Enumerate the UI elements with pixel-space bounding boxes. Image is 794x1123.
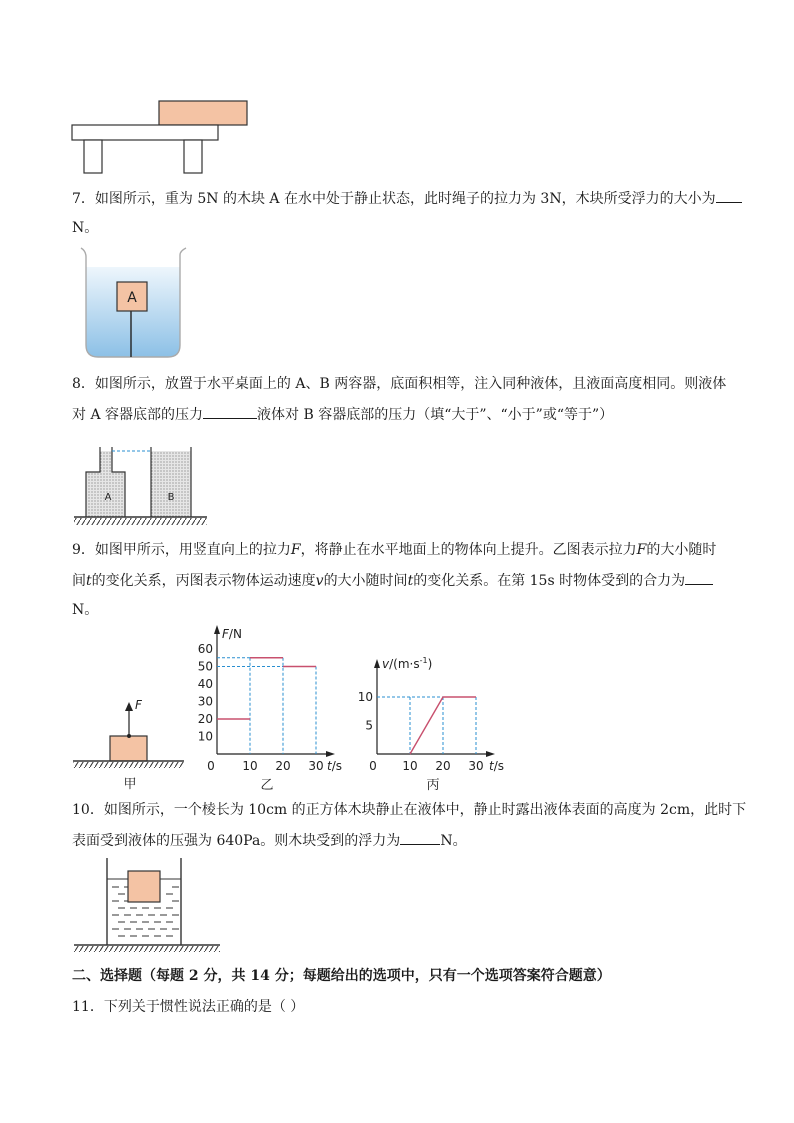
q9-fig-jia (70, 695, 190, 795)
q8-liquid-b (151, 451, 191, 517)
q8-answer-blank[interactable] (203, 404, 257, 419)
q9-yi-ytick: 30 (197, 694, 213, 709)
q9-yi-ytick: 20 (197, 712, 213, 726)
table-block-figure (70, 98, 255, 174)
q9-yi-xtick: 30 (308, 759, 324, 773)
table-leg-left (84, 140, 102, 173)
q9-yi-caption: 乙 (260, 778, 274, 793)
q7-answer-blank[interactable] (716, 188, 742, 203)
q9-line1: 9．如图甲所示，用竖直向上的拉力F，将静止在水平地面上的物体向上提升。乙图表示拉力F的大小随时 (72, 542, 717, 558)
q9-force-arrowhead (125, 702, 133, 711)
q10-ground-hatch (74, 946, 220, 952)
q9-yi-xlabel: t/s (327, 759, 343, 773)
q8-line2: 对 A 容器底部的压力 液体对 B 容器底部的压力（填“大于”、“小于”或“等于”） (72, 404, 732, 425)
q9-bing-y-arrow (374, 659, 380, 668)
q9-bing-caption: 丙 (426, 778, 440, 793)
q9-bing-xtick: 0 (369, 759, 377, 773)
q7-water (86, 267, 180, 357)
q9-yi-xtick: 0 (207, 759, 215, 773)
table-top (72, 125, 218, 140)
block-on-table (159, 101, 247, 125)
q10-answer-blank[interactable] (400, 830, 440, 845)
q9-yi-xtick: 10 (242, 759, 258, 773)
q9-line3: N。 (72, 602, 99, 618)
q10-container-figure (70, 855, 230, 957)
q9-yi-x-arrow (326, 751, 335, 757)
q7-line2: N。 (72, 220, 99, 236)
q8-ground-hatch (74, 518, 207, 525)
table-leg-right (184, 140, 202, 173)
q9-yi-y-arrow (214, 625, 220, 634)
q9-bing-xtick: 30 (468, 759, 484, 773)
q7-line1: 7．如图所示，重为 5N 的木块 A 在水中处于静止状态，此时绳子的拉力为 3N，木块所受浮力的大小为 (72, 188, 732, 209)
q9-answer-blank[interactable] (685, 570, 713, 585)
q8-line1: 8．如图所示，放置于水平桌面上的 A、B 两容器，底面积相等，注入同种液体，且液面高度相同。则液体 (72, 376, 727, 392)
q9-bing-velocity-line (410, 697, 476, 754)
q9-object-block (110, 736, 147, 761)
q9-yi-ylabel: F/N (222, 627, 242, 641)
q9-bing-xtick: 10 (402, 759, 418, 773)
q9-force-point (127, 734, 131, 738)
q9-ground-hatch (73, 762, 184, 768)
q8-label-b: B (167, 492, 175, 503)
q9-yi-xtick: 20 (275, 759, 291, 773)
q9-yi-ytick: 10 (197, 729, 213, 744)
q10-wood-cube (128, 871, 160, 902)
q9-bing-xtick: 20 (435, 759, 451, 773)
q8-containers-figure (70, 440, 210, 528)
q9-bing-ylabel: $v/(m\cdot s^{-1})$ (382, 656, 433, 671)
q9-force-label: F (135, 698, 142, 712)
q9-bing-x-arrow (486, 751, 495, 757)
q9-fig-bing (355, 652, 515, 797)
q9-yi-ytick: 40 (197, 677, 213, 691)
q9-bing-xlabel: t/s (489, 759, 505, 773)
section2-heading: 二、选择题（每题 2 分，共 14 分；每题给出的选项中，只有一个选项答案符合题意） (72, 968, 611, 984)
q8-liquid-a (86, 451, 125, 517)
q11-line1: 11．下列关于惯性说法正确的是（ ） (72, 999, 305, 1015)
q9-caption-jia: 甲 (123, 777, 137, 792)
q7-block-label: A (127, 290, 137, 306)
q7-beaker-figure (80, 245, 190, 363)
q9-bing-ytick: 5 (365, 718, 373, 733)
q9-fig-yi (195, 622, 355, 797)
q10-line1: 10．如图所示，一个棱长为 10cm 的正方体木块静止在液体中，静止时露出液体表面的高度为 2cm，此时下 (72, 802, 747, 818)
q9-line2: 间t的变化关系，丙图表示物体运动速度v的大小随时间t的变化关系。在第 15s 时物体受到的合力为 (72, 570, 732, 591)
q8-label-a: A (104, 492, 112, 503)
q9-yi-ytick: 50 (197, 659, 213, 674)
q10-line2: 表面受到液体的压强为 640Pa。则木块受到的浮力为 N。 (72, 830, 732, 851)
q9-bing-ytick: 10 (357, 690, 373, 704)
q9-yi-ytick: 60 (197, 642, 213, 656)
